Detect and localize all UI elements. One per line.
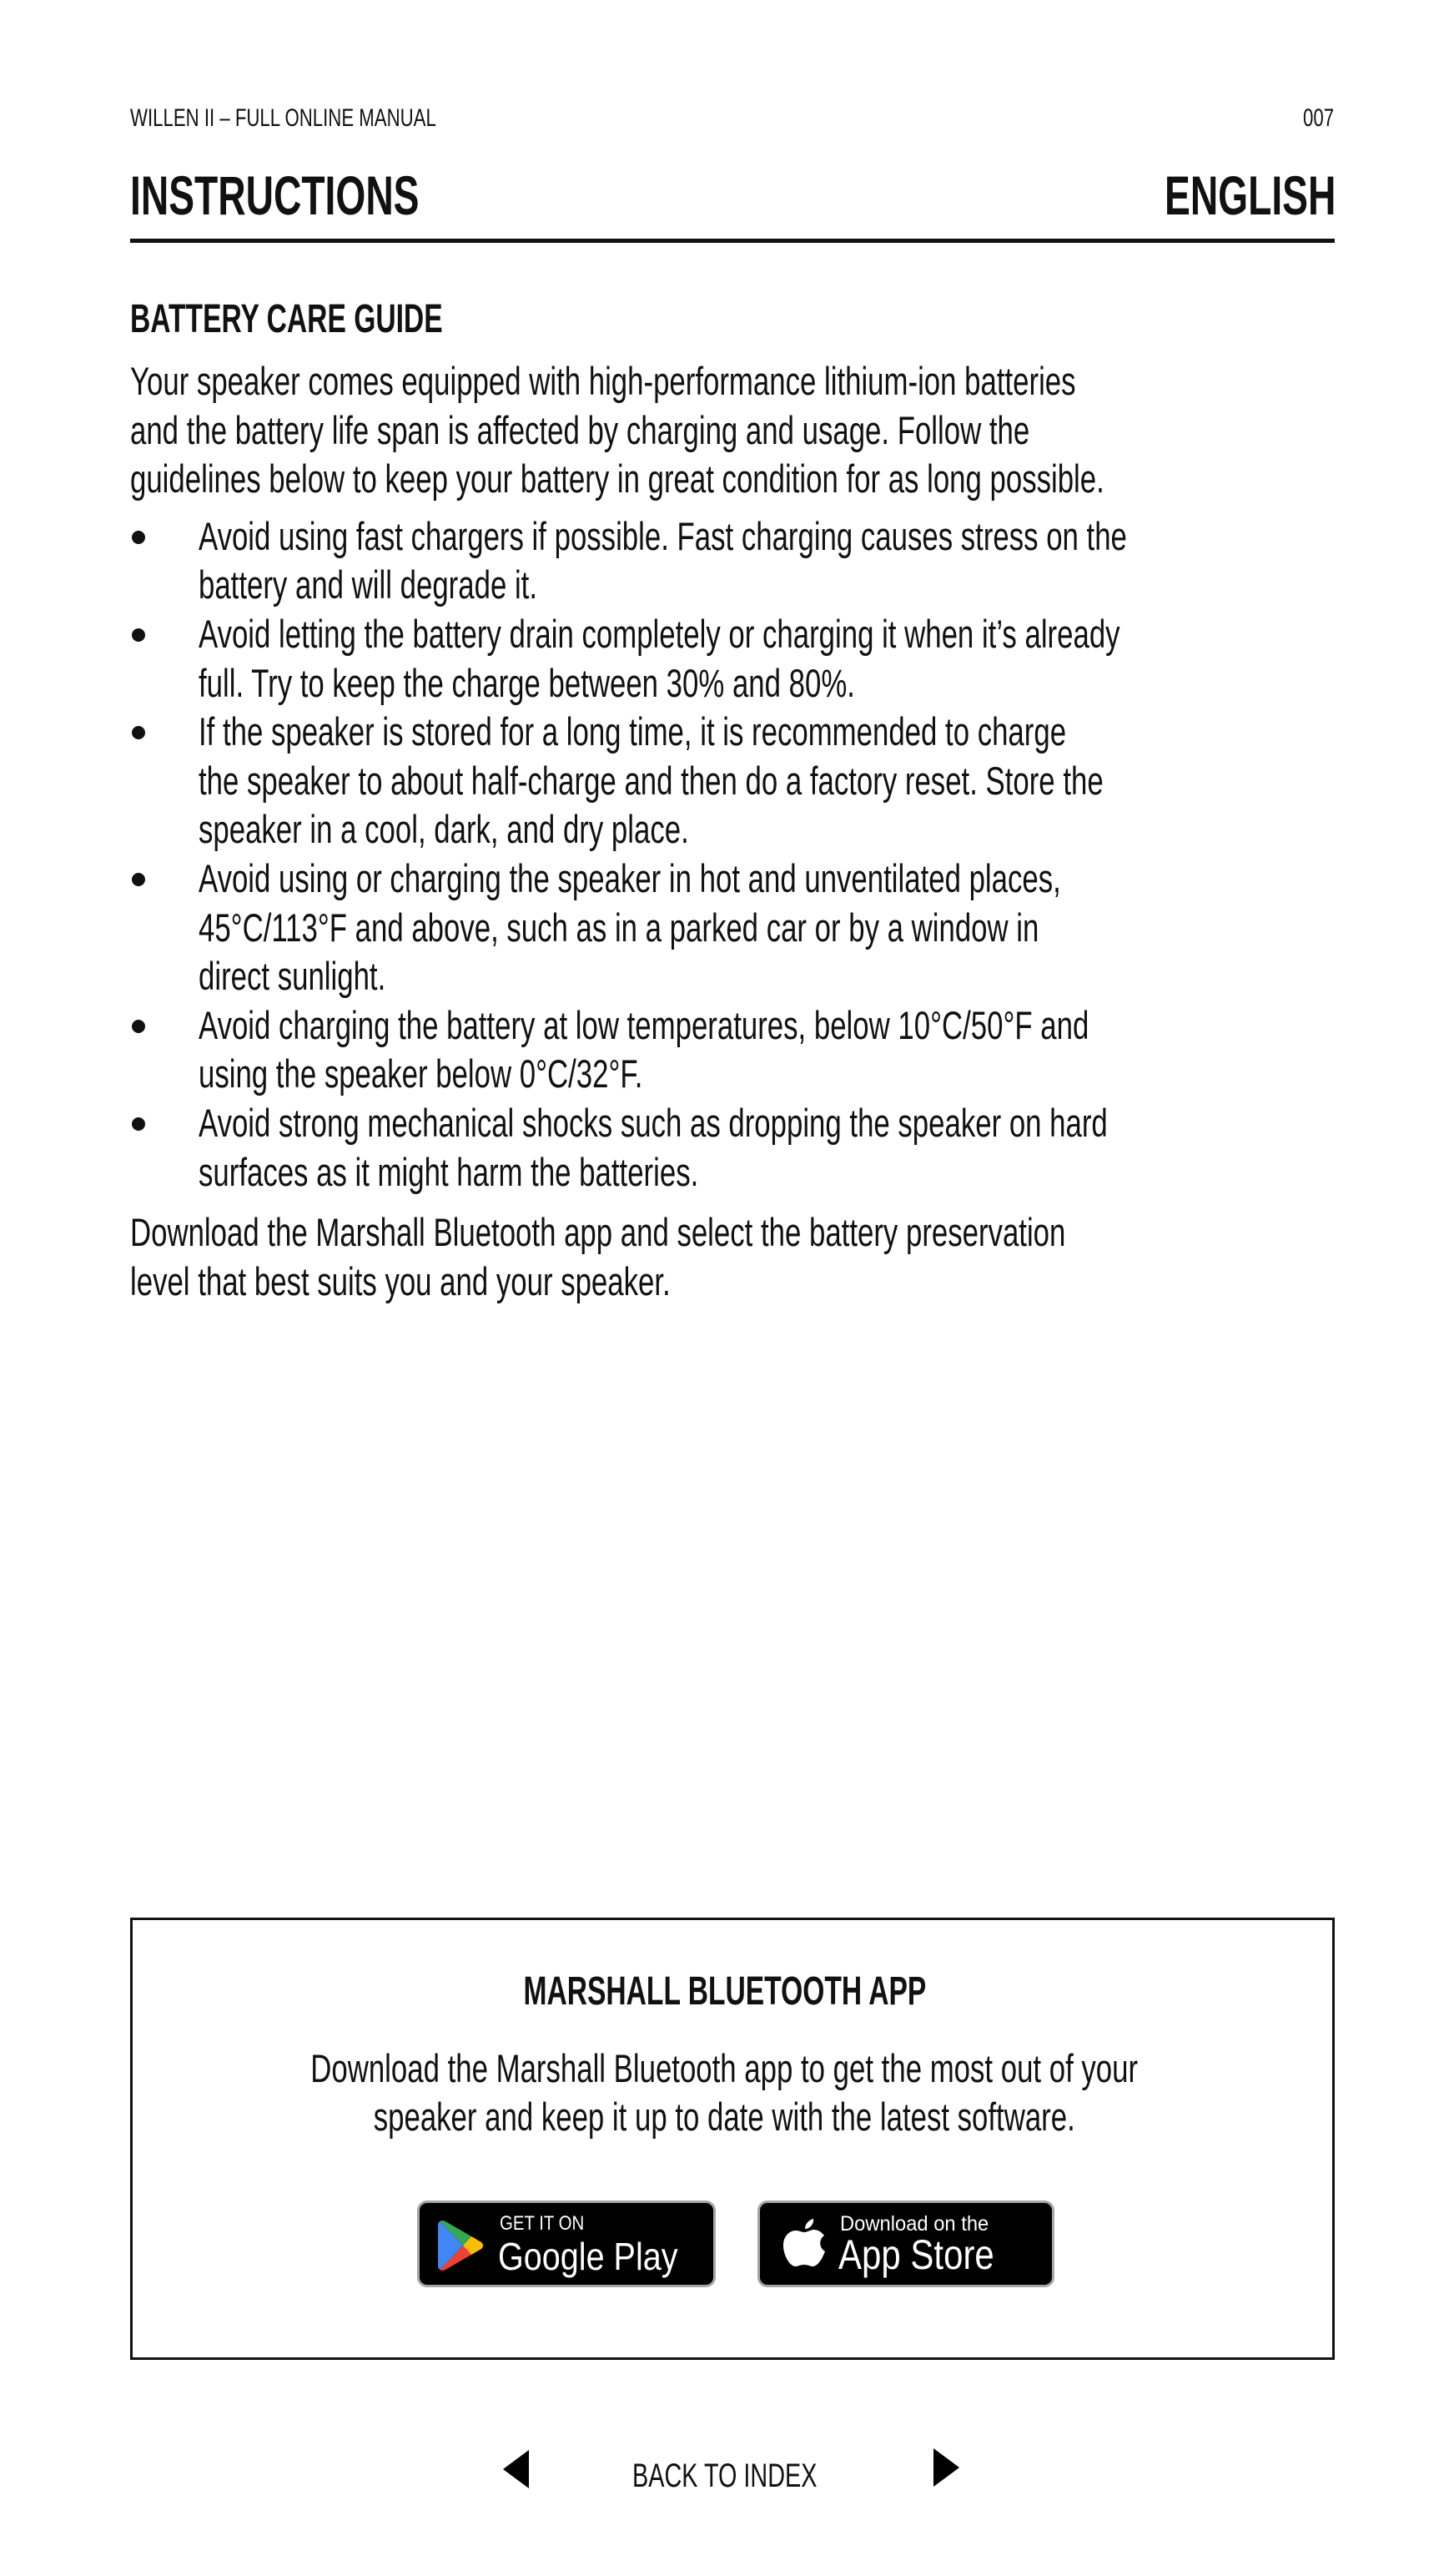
app-box-title <box>0 1971 1449 2013</box>
google-play-small-text: GET IT ON <box>500 2212 585 2235</box>
bullet-line: direct sunlight. <box>199 954 386 999</box>
bullet-icon <box>132 628 145 642</box>
bullet-line: Avoid using fast chargers if possible. Fast charging causes stress on the <box>199 513 1127 558</box>
google-play-button[interactable] <box>417 2200 716 2287</box>
app-store-button[interactable] <box>757 2200 1054 2287</box>
page-number: 007 <box>1302 104 1334 132</box>
intro-line: Your speaker comes equipped with high-performance lithium-ion batteries <box>130 359 1076 403</box>
bullet-line: Avoid charging the battery at low temperatures, below 10°C/50°F and <box>199 1002 1089 1047</box>
battery-care-heading: BATTERY CARE GUIDE <box>130 297 443 341</box>
app-desc-line <box>0 2096 1449 2138</box>
bullet-line: full. Try to keep the charge between 30% and 80%. <box>199 660 855 705</box>
outro-line: Download the Marshall Bluetooth app and select the battery preservation <box>130 1210 1066 1255</box>
bullet-line: speaker in a cool, dark, and dry place. <box>199 807 689 852</box>
header-divider <box>130 239 1335 243</box>
bullet-line: Avoid strong mechanical shocks such as dropping the speaker on hard <box>199 1101 1108 1145</box>
next-page-triangle-right-icon[interactable] <box>933 2448 959 2487</box>
bullet-icon <box>132 1117 145 1131</box>
app-desc-text: speaker and keep it up to date with the latest software. <box>373 2095 1076 2139</box>
bullet-line: the speaker to about half-charge and then do a factory reset. Store the <box>199 758 1104 803</box>
bullet-icon <box>132 1020 145 1033</box>
bullet-line: 45°C/113°F and above, such as in a parked car or by a window in <box>199 905 1039 950</box>
bullet-line: using the speaker below 0°C/32°F. <box>199 1051 643 1096</box>
bullet-line: surfaces as it might harm the batteries. <box>199 1149 699 1194</box>
bullet-line: battery and will degrade it. <box>199 562 538 607</box>
intro-line: guidelines below to keep your battery in great condition for as long possible. <box>130 456 1104 502</box>
google-play-icon <box>438 2220 485 2271</box>
back-to-index-link[interactable] <box>0 2458 1449 2493</box>
bullet-line: Avoid using or charging the speaker in hot and unventilated places, <box>199 856 1061 900</box>
bullet-icon <box>132 873 145 886</box>
bullet-line: Avoid letting the battery drain completely or charging it when it’s already <box>199 612 1120 656</box>
app-box-title-text: MARSHALL BLUETOOTH APP <box>523 1969 926 2014</box>
manual-title: WILLEN II – FULL ONLINE MANUAL <box>130 104 436 132</box>
back-to-index-text[interactable]: BACK TO INDEX <box>631 2458 818 2494</box>
bullet-icon <box>132 726 145 739</box>
app-desc-text: Download the Marshall Bluetooth app to get the most out of your <box>310 2046 1139 2090</box>
language-label: ENGLISH <box>1164 164 1336 226</box>
apple-icon <box>782 2218 827 2271</box>
google-play-big-text: Google Play <box>498 2235 678 2278</box>
app-store-big-text: App Store <box>838 2231 994 2278</box>
bullet-line: If the speaker is stored for a long time, it is recommended to charge <box>199 709 1067 754</box>
intro-line: and the battery life span is affected by charging and usage. Follow the <box>130 407 1030 452</box>
app-desc-line <box>0 2048 1449 2090</box>
outro-line: level that best suits you and your speaker. <box>130 1258 671 1303</box>
bullet-icon <box>132 531 145 544</box>
section-title: INSTRUCTIONS <box>130 164 420 226</box>
app-store-small-text: Download on the <box>840 2212 989 2236</box>
